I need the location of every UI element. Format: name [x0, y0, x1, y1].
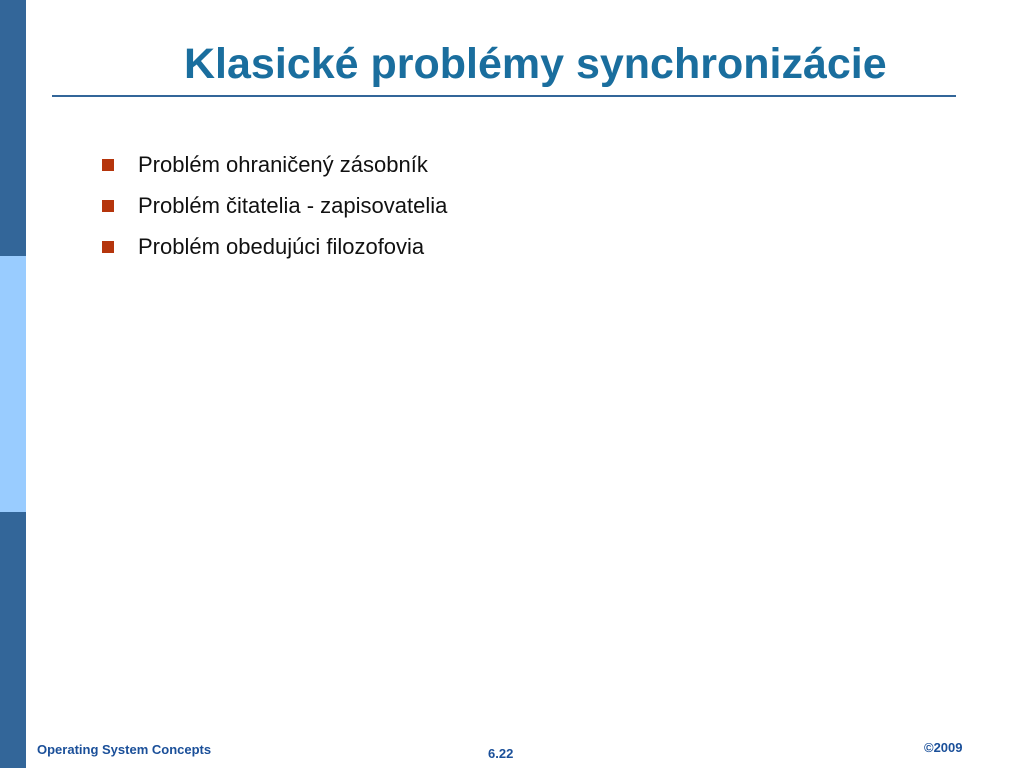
left-bar-middle-segment — [0, 256, 26, 512]
bullet-item — [102, 226, 447, 267]
bullet-item — [102, 185, 447, 226]
bullet-text: Problém obedujúci filozofovia — [138, 233, 425, 259]
footer-copyright: ©2009 — [924, 740, 963, 755]
footer-slide-number: 6.22 — [488, 746, 514, 761]
square-bullet-icon — [102, 159, 114, 171]
bullet-text: Problém čitatelia - zapisovatelia — [138, 192, 448, 218]
footer-course-title: Operating System Concepts — [37, 742, 212, 757]
title-underline — [52, 95, 956, 97]
left-bar-bottom-segment — [0, 512, 26, 768]
slide-title: Klasické problémy synchronizácie — [184, 40, 887, 88]
square-bullet-icon — [102, 200, 114, 212]
bullet-text: Problém ohraničený zásobník — [138, 151, 428, 177]
left-accent-bar — [0, 0, 26, 768]
left-bar-top-segment — [0, 0, 26, 256]
bullet-list — [102, 144, 447, 267]
bullet-item — [102, 144, 447, 185]
square-bullet-icon — [102, 241, 114, 253]
